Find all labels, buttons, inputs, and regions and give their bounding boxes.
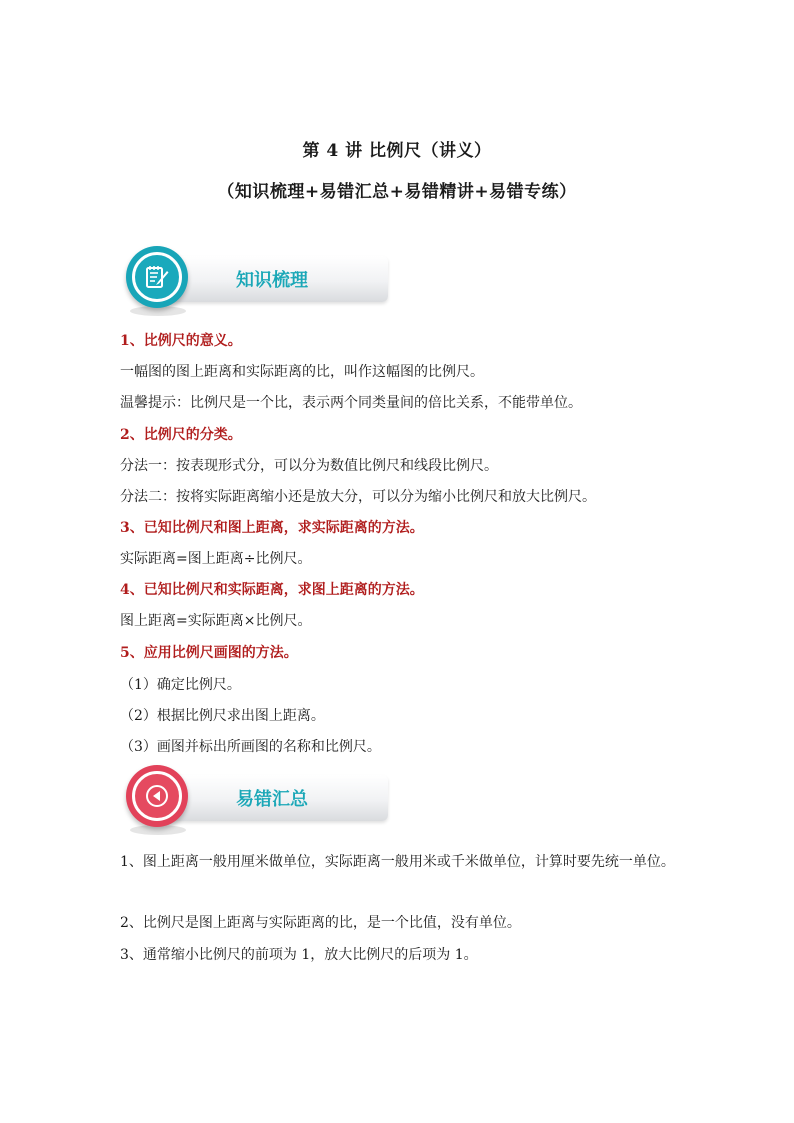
- text-line: 3、通常缩小比例尺的前项为 1，放大比例尺的后项为 1。: [120, 947, 478, 963]
- heading-line: 4、已知比例尺和实际距离，求图上距离的方法。: [120, 582, 424, 598]
- text-line: 2、比例尺是图上距离与实际距离的比，是一个比值，没有单位。: [120, 915, 521, 931]
- section-banner-knowledge: [120, 246, 390, 320]
- text-paragraph: 1、图上距离一般用厘米做单位，实际距离一般用米或千米做单位，计算时要先统一单位。: [120, 854, 675, 870]
- heading-line: 1、比例尺的意义。: [120, 333, 242, 349]
- text-line: （1）确定比例尺。: [120, 677, 241, 693]
- text-line: 分法二：按将实际距离缩小还是放大分，可以分为缩小比例尺和放大比例尺。: [120, 489, 596, 505]
- text-line: 图上距离=实际距离×比例尺。: [120, 613, 312, 629]
- page-title: 第 4 讲 比例尺（讲义）: [302, 141, 492, 161]
- heading-line: 3、已知比例尺和图上距离，求实际距离的方法。: [120, 520, 424, 536]
- page-subtitle: （知识梳理+易错汇总+易错精讲+易错专练）: [217, 182, 577, 202]
- banner-circle: [126, 765, 188, 827]
- notepad-pencil-icon: [143, 263, 171, 291]
- text-line: 分法一：按表现形式分，可以分为数值比例尺和线段比例尺。: [120, 458, 498, 474]
- text-line: 实际距离=图上距离÷比例尺。: [120, 551, 312, 567]
- text-line: 一幅图的图上距离和实际距离的比，叫作这幅图的比例尺。: [120, 364, 484, 380]
- text-line: （2）根据比例尺求出图上距离。: [120, 708, 325, 724]
- heading-line: 2、比例尺的分类。: [120, 427, 242, 443]
- heading-line: 5、应用比例尺画图的方法。: [120, 645, 298, 661]
- banner-circle: [126, 246, 188, 308]
- text-line: 温馨提示：比例尺是一个比，表示两个同类量间的倍比关系，不能带单位。: [120, 395, 582, 411]
- section-banner-errors: [120, 765, 390, 839]
- section-label: 易错汇总: [236, 789, 308, 810]
- text-line: （3）画图并标出所画图的名称和比例尺。: [120, 739, 381, 755]
- section-label: 知识梳理: [236, 270, 308, 291]
- play-back-icon: [144, 783, 170, 809]
